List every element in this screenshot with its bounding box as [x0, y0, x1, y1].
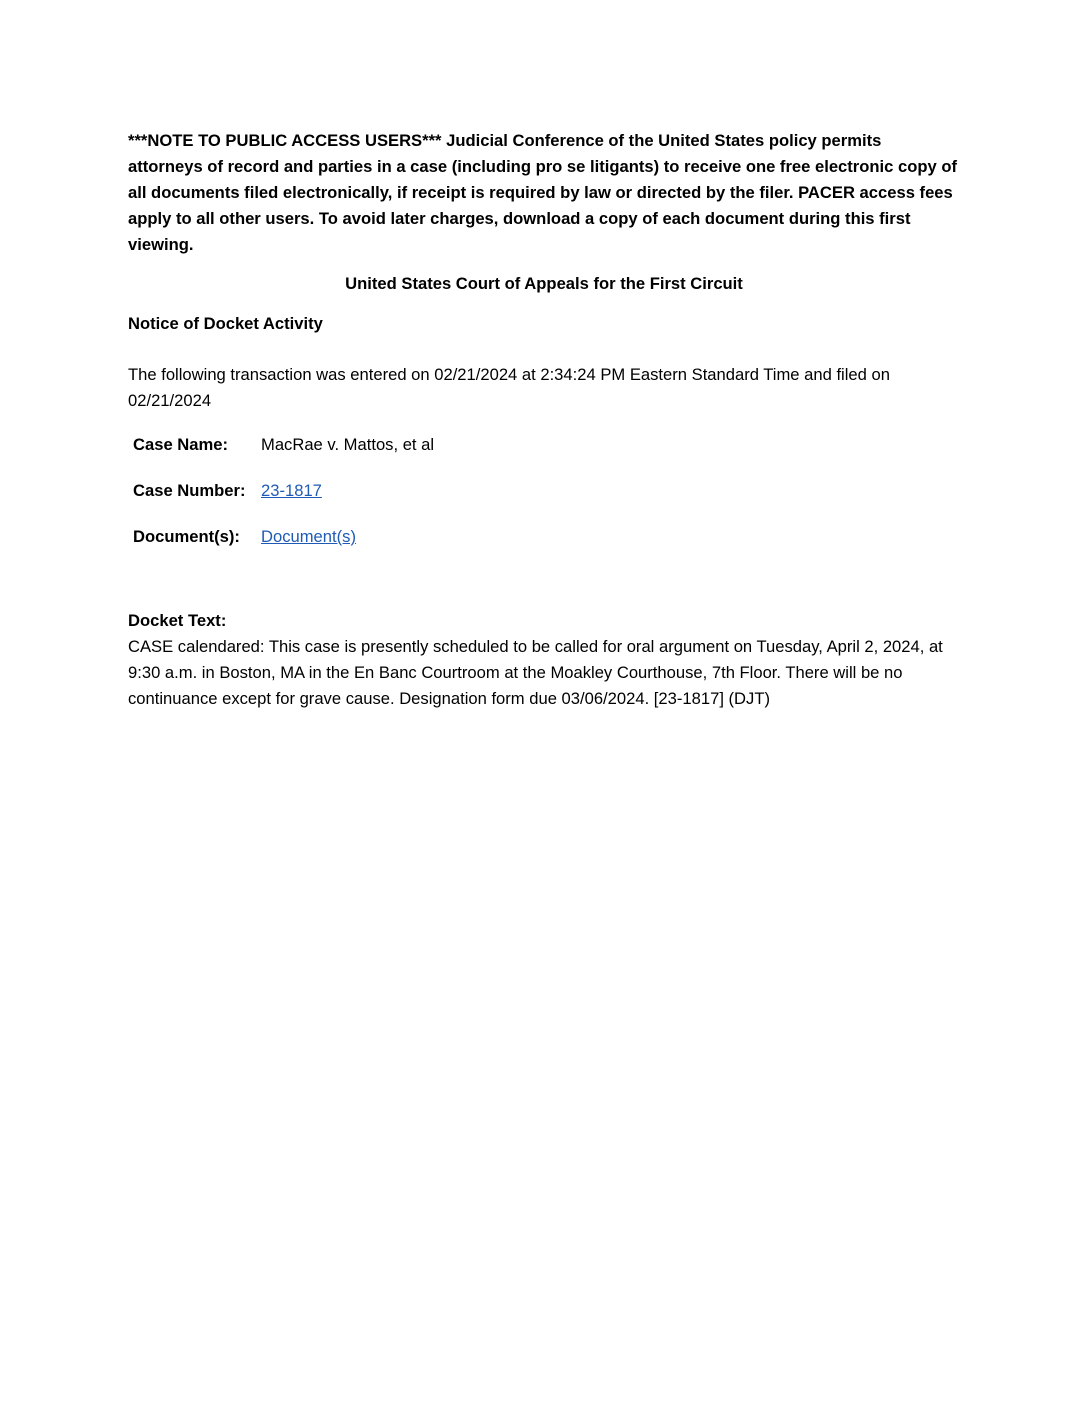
- case-name-label: Case Name:: [133, 435, 229, 454]
- case-number-link[interactable]: 23-1817: [261, 481, 322, 500]
- case-number-cell: [261, 478, 933, 504]
- case-number-label: Case Number:: [133, 481, 246, 500]
- documents-row: [133, 524, 933, 570]
- docket-text-heading: Docket Text:: [128, 611, 227, 630]
- public-access-notice: ***NOTE TO PUBLIC ACCESS USERS*** Judicial Conference of the United States policy permits attorneys of record and parties in a case (including pro se litigants) to receive one free electronic copy of all documents filed electronically, if receipt is required by law or directed by the filer. PACER access fees apply to all other users. To avoid later charges, download a copy of each document during this first viewing.: [128, 131, 957, 254]
- case-info-table: [133, 432, 933, 570]
- case-name-value: MacRae v. Mattos, et al: [261, 435, 435, 454]
- case-name-row: [133, 432, 933, 478]
- court-title: United States Court of Appeals for the First Circuit: [345, 274, 743, 293]
- documents-label: Document(s):: [133, 527, 240, 546]
- case-number-row: [133, 478, 933, 524]
- docket-text-body: CASE calendared: This case is presently scheduled to be called for oral argument on Tuesday, April 2, 2024, at 9:30 a.m. in Boston, MA in the En Banc Courtroom at the Moakley Courthouse, 7th Floor. There will be no continuance except for grave cause. Designation form due 03/06/2024. [23-1817] (DJT): [128, 637, 943, 708]
- notice-heading: Notice of Docket Activity: [128, 314, 323, 333]
- documents-link[interactable]: Document(s): [261, 527, 356, 546]
- documents-cell: [261, 524, 933, 550]
- transaction-info: The following transaction was entered on 02/21/2024 at 2:34:24 PM Eastern Standard Time and filed on 02/21/2024: [128, 365, 890, 410]
